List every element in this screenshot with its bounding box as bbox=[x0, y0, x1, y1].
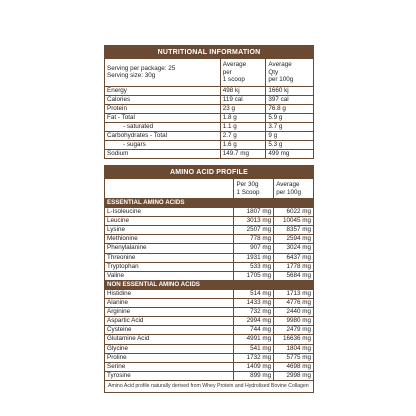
row-value-100g: 5.3 g bbox=[266, 141, 313, 150]
table-row bbox=[105, 299, 313, 308]
row-value-serving: 541 mg bbox=[234, 344, 274, 353]
row-value-100g: 8357 mg bbox=[274, 226, 313, 235]
row-value-100g: 4776 mg bbox=[274, 299, 313, 308]
table-row bbox=[105, 253, 313, 262]
row-label: Energy bbox=[105, 86, 220, 95]
header-line: per bbox=[222, 68, 232, 76]
row-label: - saturated bbox=[105, 122, 220, 131]
nutrition-table bbox=[105, 59, 313, 158]
row-value-serving: 1.6 g bbox=[220, 141, 266, 150]
row-label: Lysine bbox=[105, 226, 234, 235]
row-label: Methionine bbox=[105, 235, 234, 244]
row-label: Glutamine Acid bbox=[105, 335, 234, 344]
row-value-100g: 1804 mg bbox=[274, 344, 313, 353]
nonessential-title: NON ESSENTIAL AMINO ACIDS bbox=[105, 280, 313, 289]
amino-footnote: Amino Acid profile naturally derived from Whey Protein and Hydrolised Bovine Collagen bbox=[108, 382, 309, 389]
row-value-100g: 5684 mg bbox=[274, 271, 313, 280]
row-value-100g: 5.9 g bbox=[266, 113, 313, 122]
row-value-serving: 514 mg bbox=[234, 289, 274, 298]
row-label: Sodium bbox=[107, 150, 129, 158]
row-label: Aspartic Acid bbox=[105, 317, 234, 326]
col-avg-scoop-header bbox=[220, 59, 266, 86]
row-label: Phenylalanine bbox=[105, 244, 234, 253]
row-label: Protein bbox=[105, 104, 220, 113]
header-line: Average bbox=[268, 61, 292, 68]
row-value-serving: 3013 mg bbox=[234, 217, 274, 226]
row-value-100g: 2998 mg bbox=[274, 371, 313, 380]
row-value-100g: 397 cal bbox=[266, 95, 313, 104]
row-label: Valine bbox=[105, 271, 234, 280]
table-row bbox=[105, 86, 313, 95]
header-line: 1 Scoop bbox=[236, 188, 260, 196]
table-row bbox=[105, 326, 313, 335]
essential-section-header bbox=[105, 199, 313, 208]
row-value-serving: 1931 mg bbox=[234, 253, 274, 262]
col-avg-100g-header bbox=[274, 179, 313, 199]
amino-title: AMINO ACID PROFILE bbox=[105, 166, 313, 179]
row-value-100g: 1660 kj bbox=[266, 86, 313, 95]
nutrition-panel bbox=[104, 45, 314, 159]
row-label: Proline bbox=[105, 353, 234, 362]
row-value-serving: 2507 mg bbox=[234, 226, 274, 235]
amino-table bbox=[105, 179, 313, 381]
row-label: Calories bbox=[105, 95, 220, 104]
row-value-serving: 1807 mg bbox=[234, 208, 274, 217]
row-value-serving: 498 kj bbox=[220, 86, 266, 95]
row-value-100g: 6022 mg bbox=[274, 208, 313, 217]
row-value-100g: 1713 mg bbox=[274, 289, 313, 298]
table-row bbox=[105, 262, 313, 271]
row-value-serving: 149.7 mg bbox=[220, 150, 266, 159]
header-line: 1 scoop bbox=[222, 76, 245, 83]
row-label: Fat - Total bbox=[105, 113, 220, 122]
table-row bbox=[105, 271, 313, 280]
header-line: per 100g bbox=[276, 188, 302, 196]
table-row bbox=[105, 226, 313, 235]
col-per-30g-header bbox=[234, 179, 274, 199]
row-value-100g: 16636 mg bbox=[274, 335, 313, 344]
table-row bbox=[105, 208, 313, 217]
row-value-serving: 732 mg bbox=[234, 308, 274, 317]
table-row bbox=[105, 362, 313, 371]
header-line: per 100g bbox=[268, 76, 294, 83]
table-row bbox=[105, 217, 313, 226]
table-row bbox=[105, 113, 313, 122]
row-value-serving: 1.1 g bbox=[220, 122, 266, 131]
table-row bbox=[105, 353, 313, 362]
row-value-serving: 744 mg bbox=[234, 326, 274, 335]
amino-header-row bbox=[105, 179, 313, 199]
table-row bbox=[105, 344, 313, 353]
row-value-100g: 3024 mg bbox=[274, 244, 313, 253]
row-label: Leucine bbox=[105, 217, 234, 226]
header-line: Qty bbox=[268, 68, 279, 76]
table-row bbox=[105, 235, 313, 244]
table-row bbox=[105, 335, 313, 344]
row-label: Carbohydrates - Total bbox=[105, 131, 220, 140]
row-label: Arginine bbox=[105, 308, 234, 317]
row-label: Glycine bbox=[105, 344, 234, 353]
row-value-100g: 2479 mg bbox=[274, 326, 313, 335]
row-value-serving: 1.8 g bbox=[220, 113, 266, 122]
row-value-100g: 9 g bbox=[266, 131, 313, 140]
table-row bbox=[105, 289, 313, 298]
serving-info bbox=[105, 59, 220, 86]
table-row bbox=[105, 122, 313, 131]
row-value-serving: 778 mg bbox=[234, 235, 274, 244]
table-row bbox=[105, 371, 313, 380]
col-avg-100g-header bbox=[266, 59, 313, 86]
table-row bbox=[105, 244, 313, 253]
row-value-100g: 4698 mg bbox=[274, 362, 313, 371]
amino-header-blank bbox=[105, 179, 234, 199]
nonessential-section-header bbox=[105, 280, 313, 289]
row-value-serving: 1732 mg bbox=[234, 353, 274, 362]
table-row bbox=[105, 308, 313, 317]
row-value-100g: 2594 mg bbox=[274, 235, 313, 244]
header-line: Average bbox=[222, 61, 247, 68]
row-value-100g: 499 mg bbox=[266, 150, 313, 159]
row-value-100g: 6437 mg bbox=[274, 253, 313, 262]
row-value-serving: 23 g bbox=[220, 104, 266, 113]
row-label: Serine bbox=[105, 362, 234, 371]
row-value-serving: 1705 mg bbox=[234, 271, 274, 280]
row-value-100g: 3.7 g bbox=[266, 122, 313, 131]
table-row bbox=[105, 141, 313, 150]
row-value-serving: 899 mg bbox=[234, 371, 274, 380]
table-row bbox=[105, 104, 313, 113]
row-value-100g: 76.8 g bbox=[266, 104, 313, 113]
row-value-serving: 2994 mg bbox=[234, 317, 274, 326]
serving-size: Serving size: 30g bbox=[107, 72, 156, 80]
row-label: Threonine bbox=[105, 253, 234, 262]
row-value-100g: 1778 mg bbox=[274, 262, 313, 271]
row-label: Tryptophan bbox=[105, 262, 234, 271]
nutrition-header-row bbox=[105, 59, 313, 86]
row-value-100g: 9980 mg bbox=[274, 317, 313, 326]
row-value-serving: 907 mg bbox=[234, 244, 274, 253]
row-value-100g: 10045 mg bbox=[274, 217, 313, 226]
row-value-serving: 119 cal bbox=[220, 95, 266, 104]
row-value-serving: 533 mg bbox=[234, 262, 274, 271]
row-label: Tyrosine bbox=[105, 371, 234, 380]
header-line: Per 30g bbox=[236, 181, 259, 188]
row-value-serving: 1433 mg bbox=[234, 299, 274, 308]
row-value-100g: 5775 mg bbox=[274, 353, 313, 362]
table-row bbox=[105, 317, 313, 326]
row-label: Alanine bbox=[105, 299, 234, 308]
essential-title: ESSENTIAL AMINO ACIDS bbox=[105, 199, 313, 208]
row-label: - sugars bbox=[105, 141, 220, 150]
serving-per-package: Serving per package: 25 bbox=[107, 64, 176, 72]
nutrition-title: NUTRITIONAL INFORMATION bbox=[105, 46, 313, 59]
row-label: Cysteine bbox=[105, 326, 234, 335]
row-value-serving: 2.7 g bbox=[220, 131, 266, 140]
row-value-serving: 4991 mg bbox=[234, 335, 274, 344]
row-label: Histidine bbox=[105, 289, 234, 298]
table-row bbox=[105, 95, 313, 104]
row-label: L-Isoleucine bbox=[105, 208, 234, 217]
table-row bbox=[105, 150, 313, 159]
header-line: Average bbox=[276, 181, 300, 188]
row-value-serving: 1409 mg bbox=[234, 362, 274, 371]
row-value-100g: 2440 mg bbox=[274, 308, 313, 317]
amino-panel bbox=[104, 165, 314, 393]
table-row bbox=[105, 131, 313, 140]
